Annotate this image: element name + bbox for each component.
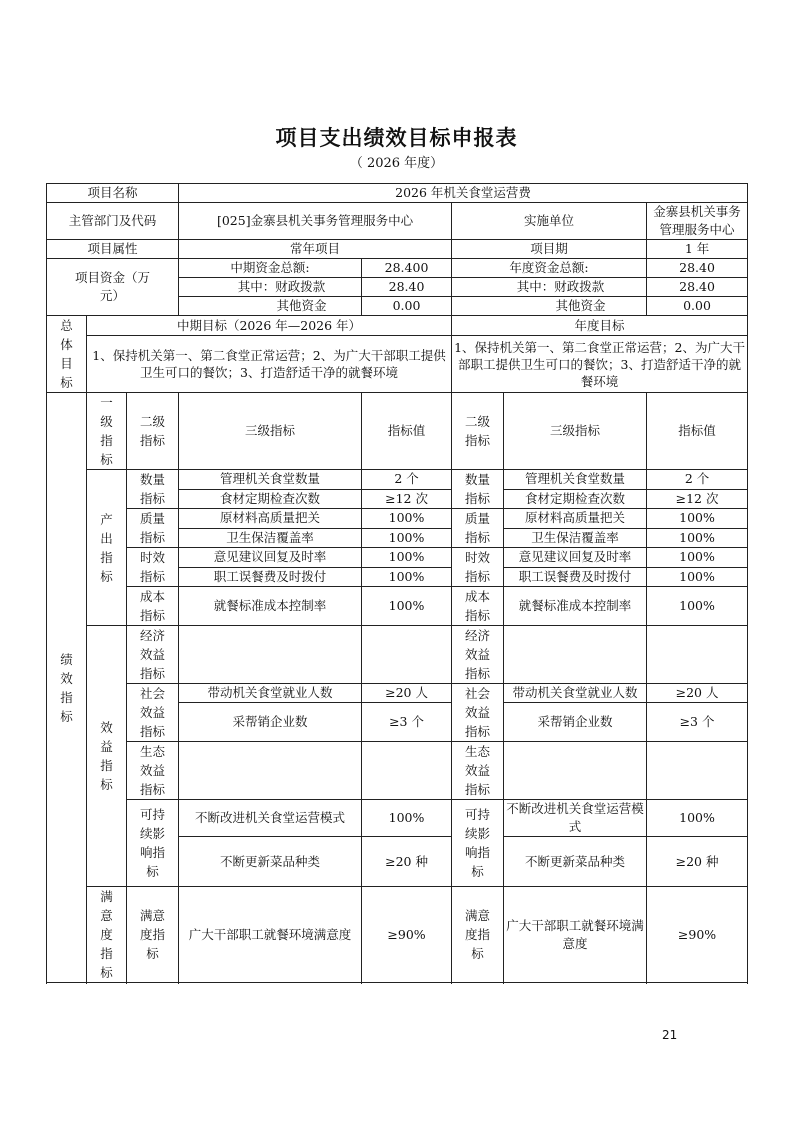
- level3-header-year: 三级指标: [504, 393, 647, 470]
- level2-header-year: 二级指标: [452, 393, 504, 470]
- year-other-label: 其他资金: [452, 297, 647, 316]
- value-header-mid: 指标值: [362, 393, 452, 470]
- cat-sustain-year: 可持续影响指标: [452, 800, 504, 887]
- item-ql2-value-year: 100%: [647, 528, 748, 548]
- cat-cost-year: 成本指标: [452, 587, 504, 626]
- item-t1-value-year: 100%: [647, 548, 748, 568]
- item-s1-value-year: ≥20 人: [647, 684, 748, 703]
- cat-social-year: 社会效益指标: [452, 684, 504, 742]
- item-q2-value-year: ≥12 次: [647, 489, 748, 509]
- item-u1-value-year: 100%: [647, 800, 748, 837]
- cat-ecological-mid: 生态效益指标: [127, 742, 179, 800]
- item-ecological-value-empty-year: [647, 742, 748, 800]
- level1-header: 一级指标: [87, 393, 127, 470]
- cat-satisfaction-year: 满意度指标: [452, 887, 504, 983]
- fund-label: 项目资金（万元）: [47, 259, 179, 316]
- year-goal-text: 1、保持机关第一、第二食堂正常运营；2、为广大干部职工提供卫生可口的餐饮；3、打造舒适干净的就餐环境: [452, 336, 748, 393]
- cat-economic-year: 经济效益指标: [452, 626, 504, 684]
- year-subtitle: （ 2026 年度）: [349, 156, 444, 171]
- mid-fiscal-value: 28.40: [362, 278, 452, 297]
- project-name-value: 2026 年机关食堂运营费: [179, 184, 748, 203]
- mid-other-label: 其他资金: [179, 297, 362, 316]
- year-fiscal-value: 28.40: [647, 278, 748, 297]
- indicators-label: 绩效指标: [47, 393, 87, 983]
- year-total-value: 28.40: [647, 259, 748, 278]
- item-economic-empty-year: [504, 626, 647, 684]
- page-number: 21: [662, 1028, 678, 1042]
- item-s1-year: 带动机关食堂就业人数: [504, 684, 647, 703]
- item-u1-value-mid: 100%: [362, 800, 452, 837]
- item-c1-mid: 就餐标准成本控制率: [179, 587, 362, 626]
- cat-satisfaction-mid: 满意度指标: [127, 887, 179, 983]
- item-u2-value-mid: ≥20 种: [362, 837, 452, 887]
- period-label: 项目期: [452, 240, 647, 259]
- dept-value: [025]金寨县机关事务管理服务中心: [179, 203, 452, 240]
- performance-target-form: [46, 183, 748, 983]
- cat-quantity-mid: 数量指标: [127, 470, 179, 509]
- attr-value: 常年项目: [179, 240, 452, 259]
- page-title: 项目支出绩效目标申报表: [275, 125, 518, 150]
- item-s2-mid: 采帮销企业数: [179, 703, 362, 742]
- item-t1-year: 意见建议回复及时率: [504, 548, 647, 568]
- cat-cost-mid: 成本指标: [127, 587, 179, 626]
- output-label: 产出指标: [87, 470, 127, 626]
- item-s2-value-year: ≥3 个: [647, 703, 748, 742]
- item-q1-value-year: 2 个: [647, 470, 748, 490]
- attr-label: 项目属性: [47, 240, 179, 259]
- goals-label: 总体目标: [47, 316, 87, 393]
- item-q2-mid: 食材定期检查次数: [179, 489, 362, 509]
- cat-timeliness-mid: 时效指标: [127, 548, 179, 587]
- item-m1-year: 广大干部职工就餐环境满意度: [504, 887, 647, 983]
- impl-value: 金寨县机关事务管理服务中心: [647, 203, 748, 240]
- item-m1-value-mid: ≥90%: [362, 887, 452, 983]
- value-header-year: 指标值: [647, 393, 748, 470]
- item-q1-year: 管理机关食堂数量: [504, 470, 647, 490]
- item-ql2-year: 卫生保洁覆盖率: [504, 528, 647, 548]
- item-economic-empty-mid: [179, 626, 362, 684]
- mid-goal-text: 1、保持机关第一、第二食堂正常运营；2、为广大干部职工提供卫生可口的餐饮；3、打造舒适干净的就餐环境: [87, 336, 452, 393]
- item-q1-mid: 管理机关食堂数量: [179, 470, 362, 490]
- item-u1-year: 不断改进机关食堂运营模式: [504, 800, 647, 837]
- cat-economic-mid: 经济效益指标: [127, 626, 179, 684]
- dept-label: 主管部门及代码: [47, 203, 179, 240]
- cat-quality-year: 质量指标: [452, 509, 504, 548]
- item-ql1-value-mid: 100%: [362, 509, 452, 529]
- item-ql1-year: 原材料高质量把关: [504, 509, 647, 529]
- item-u2-mid: 不断更新菜品种类: [179, 837, 362, 887]
- cat-sustain-mid: 可持续影响指标: [127, 800, 179, 887]
- item-m1-value-year: ≥90%: [647, 887, 748, 983]
- cat-social-mid: 社会效益指标: [127, 684, 179, 742]
- impl-label: 实施单位: [452, 203, 647, 240]
- level3-header-mid: 三级指标: [179, 393, 362, 470]
- item-q2-year: 食材定期检查次数: [504, 489, 647, 509]
- mid-other-value: 0.00: [362, 297, 452, 316]
- level2-header-mid: 二级指标: [127, 393, 179, 470]
- item-t2-value-year: 100%: [647, 567, 748, 587]
- item-ql2-mid: 卫生保洁覆盖率: [179, 528, 362, 548]
- cat-quantity-year: 数量指标: [452, 470, 504, 509]
- item-ql2-value-mid: 100%: [362, 528, 452, 548]
- item-t1-mid: 意见建议回复及时率: [179, 548, 362, 568]
- item-t2-value-mid: 100%: [362, 567, 452, 587]
- item-ecological-empty-year: [504, 742, 647, 800]
- mid-total-value: 28.400: [362, 259, 452, 278]
- item-s1-value-mid: ≥20 人: [362, 684, 452, 703]
- item-q2-value-mid: ≥12 次: [362, 489, 452, 509]
- year-total-label: 年度资金总额:: [452, 259, 647, 278]
- project-name-label: 项目名称: [47, 184, 179, 203]
- mid-total-label: 中期资金总额:: [179, 259, 362, 278]
- item-u2-year: 不断更新菜品种类: [504, 837, 647, 887]
- item-t1-value-mid: 100%: [362, 548, 452, 568]
- item-c1-value-year: 100%: [647, 587, 748, 626]
- item-u2-value-year: ≥20 种: [647, 837, 748, 887]
- item-ql1-mid: 原材料高质量把关: [179, 509, 362, 529]
- item-ecological-empty-mid: [179, 742, 362, 800]
- item-economic-value-empty-year: [647, 626, 748, 684]
- item-s2-value-mid: ≥3 个: [362, 703, 452, 742]
- item-t2-mid: 职工误餐费及时拨付: [179, 567, 362, 587]
- mid-goal-header: 中期目标（2026 年—2026 年）: [87, 316, 452, 336]
- mid-fiscal-label: 其中：财政拨款: [179, 278, 362, 297]
- item-c1-year: 就餐标准成本控制率: [504, 587, 647, 626]
- period-value: 1 年: [647, 240, 748, 259]
- year-goal-header: 年度目标: [452, 316, 748, 336]
- item-q1-value-mid: 2 个: [362, 470, 452, 490]
- cat-quality-mid: 质量指标: [127, 509, 179, 548]
- item-m1-mid: 广大干部职工就餐环境满意度: [179, 887, 362, 983]
- year-fiscal-label: 其中：财政拨款: [452, 278, 647, 297]
- item-ql1-value-year: 100%: [647, 509, 748, 529]
- satisfaction-label: 满意度指标: [87, 887, 127, 983]
- benefit-label: 效益指标: [87, 626, 127, 887]
- item-u1-mid: 不断改进机关食堂运营模式: [179, 800, 362, 837]
- item-economic-value-empty-mid: [362, 626, 452, 684]
- item-t2-year: 职工误餐费及时拨付: [504, 567, 647, 587]
- item-s2-year: 采帮销企业数: [504, 703, 647, 742]
- item-c1-value-mid: 100%: [362, 587, 452, 626]
- cat-ecological-year: 生态效益指标: [452, 742, 504, 800]
- item-s1-mid: 带动机关食堂就业人数: [179, 684, 362, 703]
- item-ecological-value-empty-mid: [362, 742, 452, 800]
- year-other-value: 0.00: [647, 297, 748, 316]
- cat-timeliness-year: 时效指标: [452, 548, 504, 587]
